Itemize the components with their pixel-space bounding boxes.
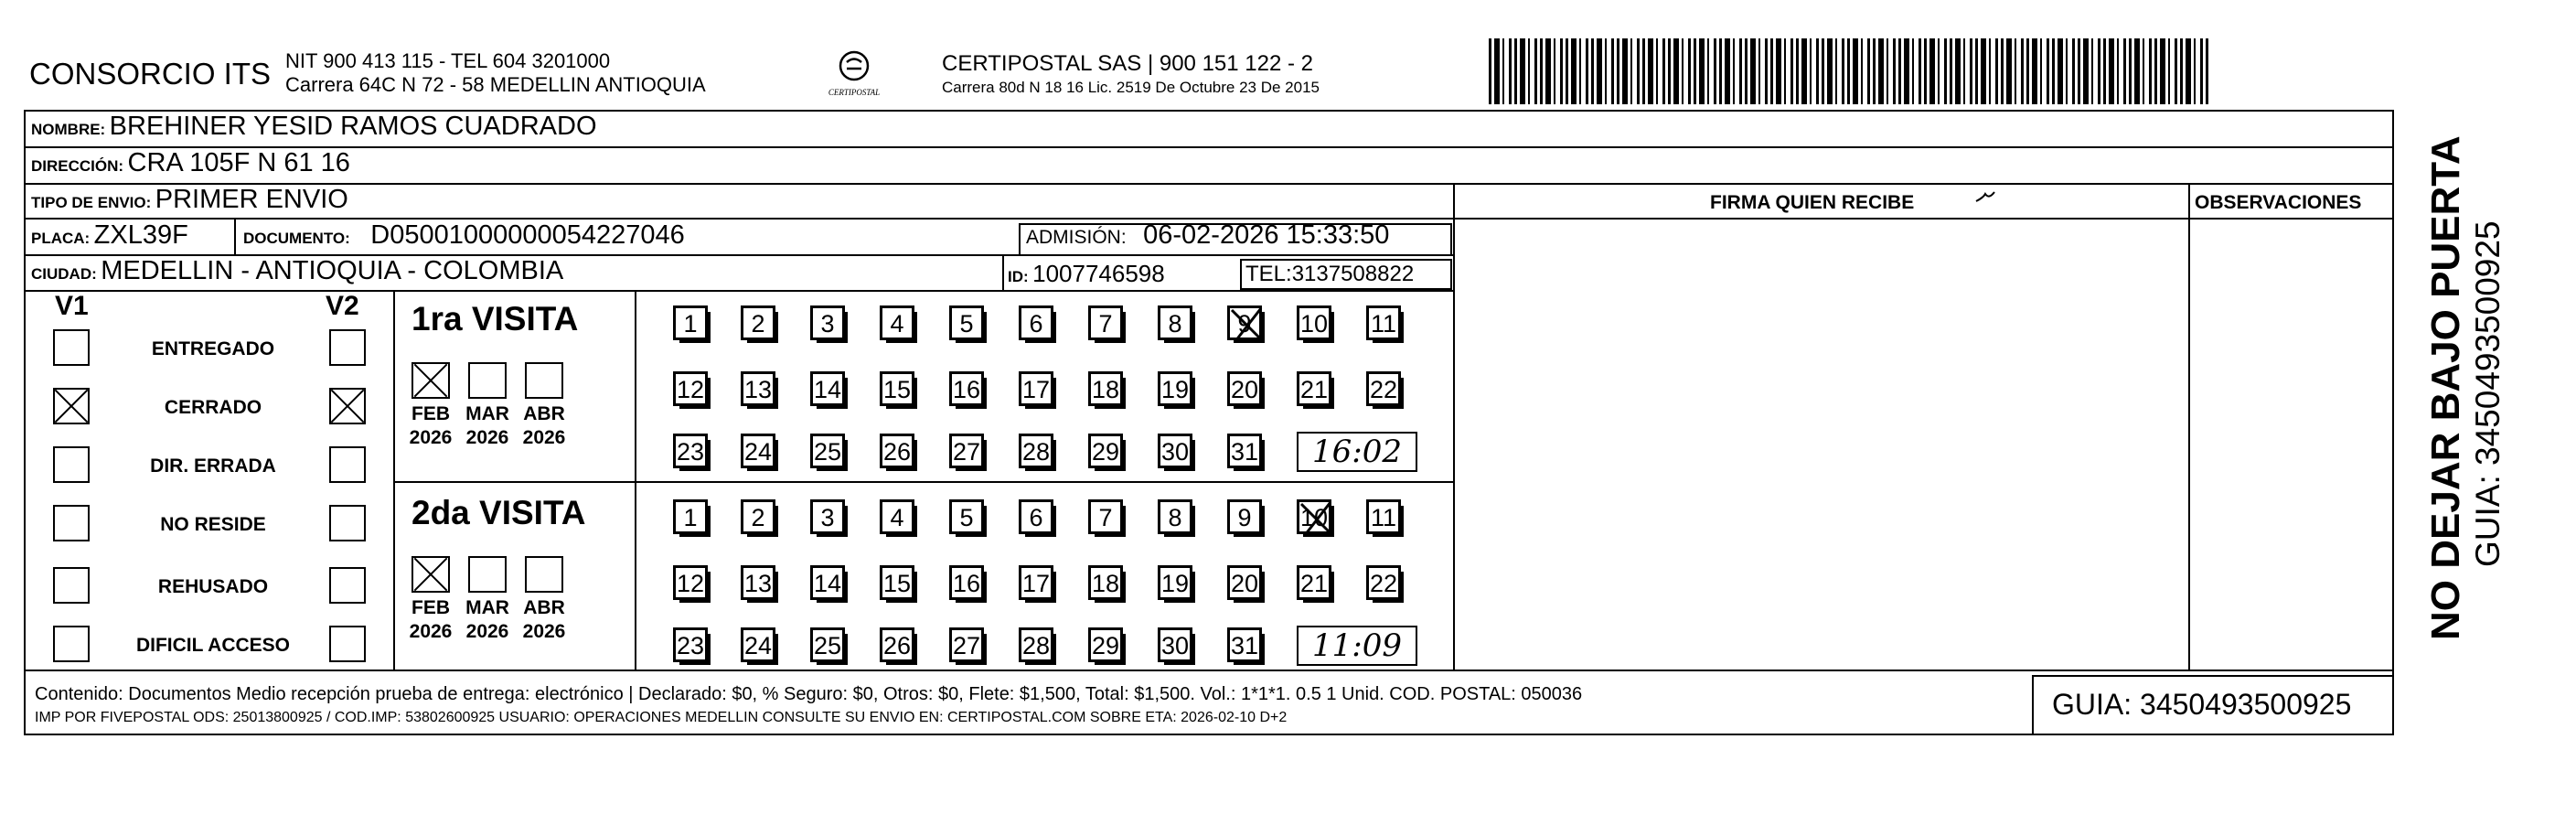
day-box[interactable] (1088, 434, 1123, 468)
divider (2188, 183, 2190, 670)
tel-label: TEL: (1245, 262, 1292, 286)
day-number: 12 (676, 570, 705, 597)
divider (24, 146, 2394, 148)
status-label: ENTREGADO (151, 338, 275, 359)
day-number: 28 (1021, 438, 1051, 466)
day-number: 4 (890, 504, 904, 531)
month-checkbox[interactable] (525, 556, 563, 593)
day-number: 26 (882, 632, 912, 659)
day-number: 23 (676, 632, 705, 659)
visit-time: 11:09 (1297, 626, 1417, 666)
day-box[interactable] (1158, 371, 1192, 406)
day-box[interactable] (1227, 305, 1262, 340)
label-frame (24, 110, 2394, 735)
divider (24, 670, 2394, 671)
placa-value: ZXL39F (93, 220, 188, 250)
divider (635, 290, 636, 670)
day-number: 16 (952, 570, 981, 597)
nombre-value: BREHINER YESID RAMOS CUADRADO (109, 112, 597, 141)
month-name: FEB (412, 403, 450, 424)
footer-line-2: IMP POR FIVEPOSTAL ODS: 25013800925 / COD.IMP: 53802600925 USUARIO: OPERACIONES MEDELLIN CONSULTE SU ENVIO EN: CERTIPOSTAL.COM SOBRE ETA: 2026-02-10 D+2 (35, 710, 1288, 725)
visit-time: 16:02 (1297, 432, 1417, 472)
nit-tel: NIT 900 413 115 - TEL 604 3201000 (285, 49, 611, 72)
firma-mark (1973, 188, 2001, 211)
month-label (403, 596, 458, 644)
month-label (460, 596, 515, 644)
day-number: 22 (1369, 376, 1398, 403)
direccion-row (31, 148, 350, 178)
v2-checkbox[interactable] (329, 505, 366, 541)
day-number: 13 (743, 570, 773, 597)
day-box[interactable] (1227, 627, 1262, 662)
day-box[interactable] (1088, 499, 1123, 534)
divider (393, 481, 1453, 483)
day-box[interactable] (1297, 371, 1331, 406)
day-number: 14 (813, 376, 842, 403)
day-box[interactable] (673, 627, 708, 662)
day-box[interactable] (1227, 371, 1262, 406)
day-box[interactable] (810, 565, 845, 600)
day-number: 25 (813, 632, 842, 659)
day-box[interactable] (673, 565, 708, 600)
month-year: 2026 (465, 427, 509, 448)
day-number: 12 (676, 376, 705, 403)
day-box[interactable] (1227, 499, 1262, 534)
day-number: 19 (1160, 376, 1190, 403)
day-number: 27 (952, 632, 981, 659)
day-number: 9 (1237, 310, 1252, 338)
day-box[interactable] (1227, 565, 1262, 600)
month-checkbox[interactable] (412, 556, 450, 593)
divider (1002, 254, 1004, 291)
company-address: Carrera 64C N 72 - 58 MEDELLIN ANTIOQUIA (285, 73, 706, 96)
day-number: 8 (1168, 504, 1182, 531)
day-box[interactable] (880, 371, 914, 406)
divider (234, 218, 236, 254)
admision-label: ADMISIÓN: (1026, 227, 1127, 248)
company-name: CONSORCIO ITS (29, 57, 272, 91)
day-box[interactable] (673, 371, 708, 406)
day-box[interactable] (810, 434, 845, 468)
month-name: MAR (465, 403, 509, 424)
day-box[interactable] (949, 434, 984, 468)
status-label: DIR. ERRADA (150, 455, 276, 477)
day-box[interactable] (1366, 499, 1401, 534)
divider (393, 290, 395, 670)
day-box[interactable] (1297, 499, 1331, 534)
month-year: 2026 (522, 621, 566, 642)
day-number: 24 (743, 632, 773, 659)
day-box[interactable] (880, 565, 914, 600)
logo-text: CERTIPOSTAL (828, 88, 881, 97)
status-label: DIFICIL ACCESO (135, 635, 290, 656)
day-number: 20 (1230, 376, 1259, 403)
tipo-row (31, 185, 348, 215)
day-box[interactable] (1158, 627, 1192, 662)
day-box[interactable] (810, 499, 845, 534)
tel-row (1245, 262, 1414, 287)
day-number: 4 (890, 310, 904, 338)
admision-row (1026, 220, 1389, 251)
month-label (517, 596, 572, 644)
day-number: 16 (952, 376, 981, 403)
day-number: 24 (743, 438, 773, 466)
month-checkbox[interactable] (468, 556, 507, 593)
month-year: 2026 (522, 427, 566, 448)
day-box[interactable] (810, 305, 845, 340)
admision-value: 06-02-2026 15:33:50 (1143, 220, 1390, 250)
day-box[interactable] (1088, 371, 1123, 406)
day-box[interactable] (880, 434, 914, 468)
day-number: 7 (1098, 310, 1113, 338)
day-number: 5 (959, 504, 974, 531)
divider (24, 183, 2394, 185)
documento-row (243, 220, 685, 251)
divider (24, 290, 1453, 292)
day-box[interactable] (1366, 565, 1401, 600)
direccion-value: CRA 105F N 61 16 (127, 148, 350, 177)
day-number: 25 (813, 438, 842, 466)
day-box[interactable] (1158, 499, 1192, 534)
day-number: 22 (1369, 570, 1398, 597)
day-box[interactable] (1019, 371, 1053, 406)
day-box[interactable] (673, 499, 708, 534)
day-number: 26 (882, 438, 912, 466)
side-warning: NO DEJAR BAJO PUERTA (2423, 135, 2468, 640)
day-number: 31 (1230, 438, 1259, 466)
day-box[interactable] (1366, 371, 1401, 406)
day-number: 15 (882, 376, 912, 403)
day-box[interactable] (810, 627, 845, 662)
day-box[interactable] (949, 305, 984, 340)
placa-row (31, 220, 188, 251)
day-box[interactable] (741, 371, 775, 406)
day-number: 9 (1237, 504, 1252, 531)
day-box[interactable] (1227, 434, 1262, 468)
day-number: 14 (813, 570, 842, 597)
day-number: 5 (959, 310, 974, 338)
day-number: 2 (751, 504, 765, 531)
day-number: 20 (1230, 570, 1259, 597)
v2-checkbox[interactable] (329, 388, 366, 424)
divider (24, 218, 2394, 220)
day-number: 21 (1299, 376, 1329, 403)
day-number: 17 (1021, 376, 1051, 403)
month-year: 2026 (465, 621, 509, 642)
carrier-name: CERTIPOSTAL SAS | 900 151 122 - 2 (942, 51, 1313, 76)
barcode (1489, 38, 2211, 104)
direccion-label: DIRECCIÓN: (31, 157, 124, 175)
month-year: 2026 (409, 621, 453, 642)
day-box[interactable] (673, 305, 708, 340)
month-name: FEB (412, 597, 450, 618)
month-checkbox[interactable] (525, 362, 563, 399)
day-box[interactable] (1158, 305, 1192, 340)
day-box[interactable] (1158, 434, 1192, 468)
day-number: 1 (683, 504, 698, 531)
day-number: 10 (1299, 504, 1329, 531)
id-value: 1007746598 (1032, 260, 1165, 287)
v1-checkbox[interactable] (53, 567, 90, 604)
day-number: 1 (683, 310, 698, 338)
tel-value: 3137508822 (1291, 262, 1415, 286)
v2-label: V2 (326, 291, 359, 321)
status-label: REHUSADO (157, 576, 269, 597)
id-row (1008, 260, 1165, 288)
status-label: NO RESIDE (160, 514, 266, 535)
day-number: 11 (1370, 504, 1397, 531)
day-box[interactable] (741, 434, 775, 468)
day-number: 27 (952, 438, 981, 466)
day-box[interactable] (949, 371, 984, 406)
day-box[interactable] (949, 499, 984, 534)
side-guia: GUIA: 3450493500925 (2469, 220, 2507, 567)
month-checkbox[interactable] (468, 362, 507, 399)
day-number: 8 (1168, 310, 1182, 338)
day-number: 6 (1029, 310, 1043, 338)
day-box[interactable] (741, 565, 775, 600)
day-number: 28 (1021, 632, 1051, 659)
certipostal-logo (821, 44, 887, 106)
v1-checkbox[interactable] (53, 446, 90, 483)
day-number: 15 (882, 570, 912, 597)
ciudad-label: CIUDAD: (31, 265, 97, 283)
day-box[interactable] (741, 499, 775, 534)
day-number: 18 (1091, 570, 1120, 597)
day-number: 30 (1160, 438, 1190, 466)
day-box[interactable] (880, 499, 914, 534)
day-box[interactable] (741, 627, 775, 662)
day-number: 29 (1091, 632, 1120, 659)
day-number: 3 (820, 310, 835, 338)
day-number: 17 (1021, 570, 1051, 597)
day-number: 11 (1370, 310, 1397, 338)
id-label: ID: (1008, 268, 1029, 285)
visit-title: 1ra VISITA (412, 300, 579, 338)
month-name: ABR (523, 597, 565, 618)
day-number: 13 (743, 376, 773, 403)
footer-line-1: Contenido: Documentos Medio recepción prueba de entrega: electrónico | Declarado: $0, % Seguro: $0, Otros: $0, Flete: $1,500, Total: $1,500. Vol.: 1*1*1. 0.5 1 Unid. COD. POSTAL: 050036 (35, 684, 1583, 704)
v2-checkbox[interactable] (329, 446, 366, 483)
visit-title: 2da VISITA (412, 494, 586, 531)
tipo-value: PRIMER ENVIO (155, 185, 348, 214)
day-number: 7 (1098, 504, 1113, 531)
day-box[interactable] (949, 627, 984, 662)
nombre-label: NOMBRE: (31, 121, 106, 138)
placa-label: PLACA: (31, 230, 91, 247)
footer-guia: GUIA: 3450493500925 (2052, 688, 2352, 721)
month-label (517, 402, 572, 450)
day-box[interactable] (1158, 565, 1192, 600)
ciudad-row (31, 256, 563, 286)
day-box[interactable] (741, 305, 775, 340)
day-box[interactable] (1088, 565, 1123, 600)
day-number: 21 (1299, 570, 1329, 597)
ciudad-value: MEDELLIN - ANTIOQUIA - COLOMBIA (101, 256, 564, 285)
observaciones-label: OBSERVACIONES (2195, 192, 2362, 213)
month-year: 2026 (409, 427, 453, 448)
day-number: 3 (820, 504, 835, 531)
day-mark-icon (1226, 305, 1267, 352)
v2-checkbox[interactable] (329, 567, 366, 604)
v1-checkbox[interactable] (53, 505, 90, 541)
day-number: 19 (1160, 570, 1190, 597)
day-number: 29 (1091, 438, 1120, 466)
day-box[interactable] (1297, 305, 1331, 340)
carrier-address: Carrera 80d N 18 16 Lic. 2519 De Octubre 23 De 2015 (942, 79, 1320, 96)
month-label (403, 402, 458, 450)
day-mark-icon (1296, 498, 1336, 546)
day-number: 10 (1299, 310, 1329, 338)
tipo-label: TIPO DE ENVIO: (31, 194, 152, 211)
v1-checkbox[interactable] (53, 388, 90, 424)
status-label: CERRADO (164, 397, 262, 418)
documento-value: D05001000000054227046 (370, 220, 685, 250)
v1-label: V1 (55, 291, 89, 321)
day-box[interactable] (1019, 627, 1053, 662)
day-number: 18 (1091, 376, 1120, 403)
day-box[interactable] (880, 627, 914, 662)
day-number: 2 (751, 310, 765, 338)
day-box[interactable] (1088, 305, 1123, 340)
day-box[interactable] (1366, 305, 1401, 340)
v1-checkbox[interactable] (53, 626, 90, 662)
day-box[interactable] (673, 434, 708, 468)
day-number: 6 (1029, 504, 1043, 531)
nombre-row (31, 112, 597, 142)
day-box[interactable] (810, 371, 845, 406)
v2-checkbox[interactable] (329, 329, 366, 366)
day-number: 30 (1160, 632, 1190, 659)
divider (1453, 183, 1455, 670)
month-label (460, 402, 515, 450)
firma-label: FIRMA QUIEN RECIBE (1710, 192, 1915, 213)
day-box[interactable] (1019, 499, 1053, 534)
v2-checkbox[interactable] (329, 626, 366, 662)
day-box[interactable] (949, 565, 984, 600)
day-box[interactable] (880, 305, 914, 340)
month-name: ABR (523, 403, 565, 424)
day-box[interactable] (1019, 305, 1053, 340)
v1-checkbox[interactable] (53, 329, 90, 366)
documento-label: DOCUMENTO: (243, 230, 350, 247)
day-box[interactable] (1019, 434, 1053, 468)
day-box[interactable] (1297, 565, 1331, 600)
day-box[interactable] (1019, 565, 1053, 600)
day-number: 23 (676, 438, 705, 466)
month-name: MAR (465, 597, 509, 618)
month-checkbox[interactable] (412, 362, 450, 399)
day-number: 31 (1230, 632, 1259, 659)
day-box[interactable] (1088, 627, 1123, 662)
